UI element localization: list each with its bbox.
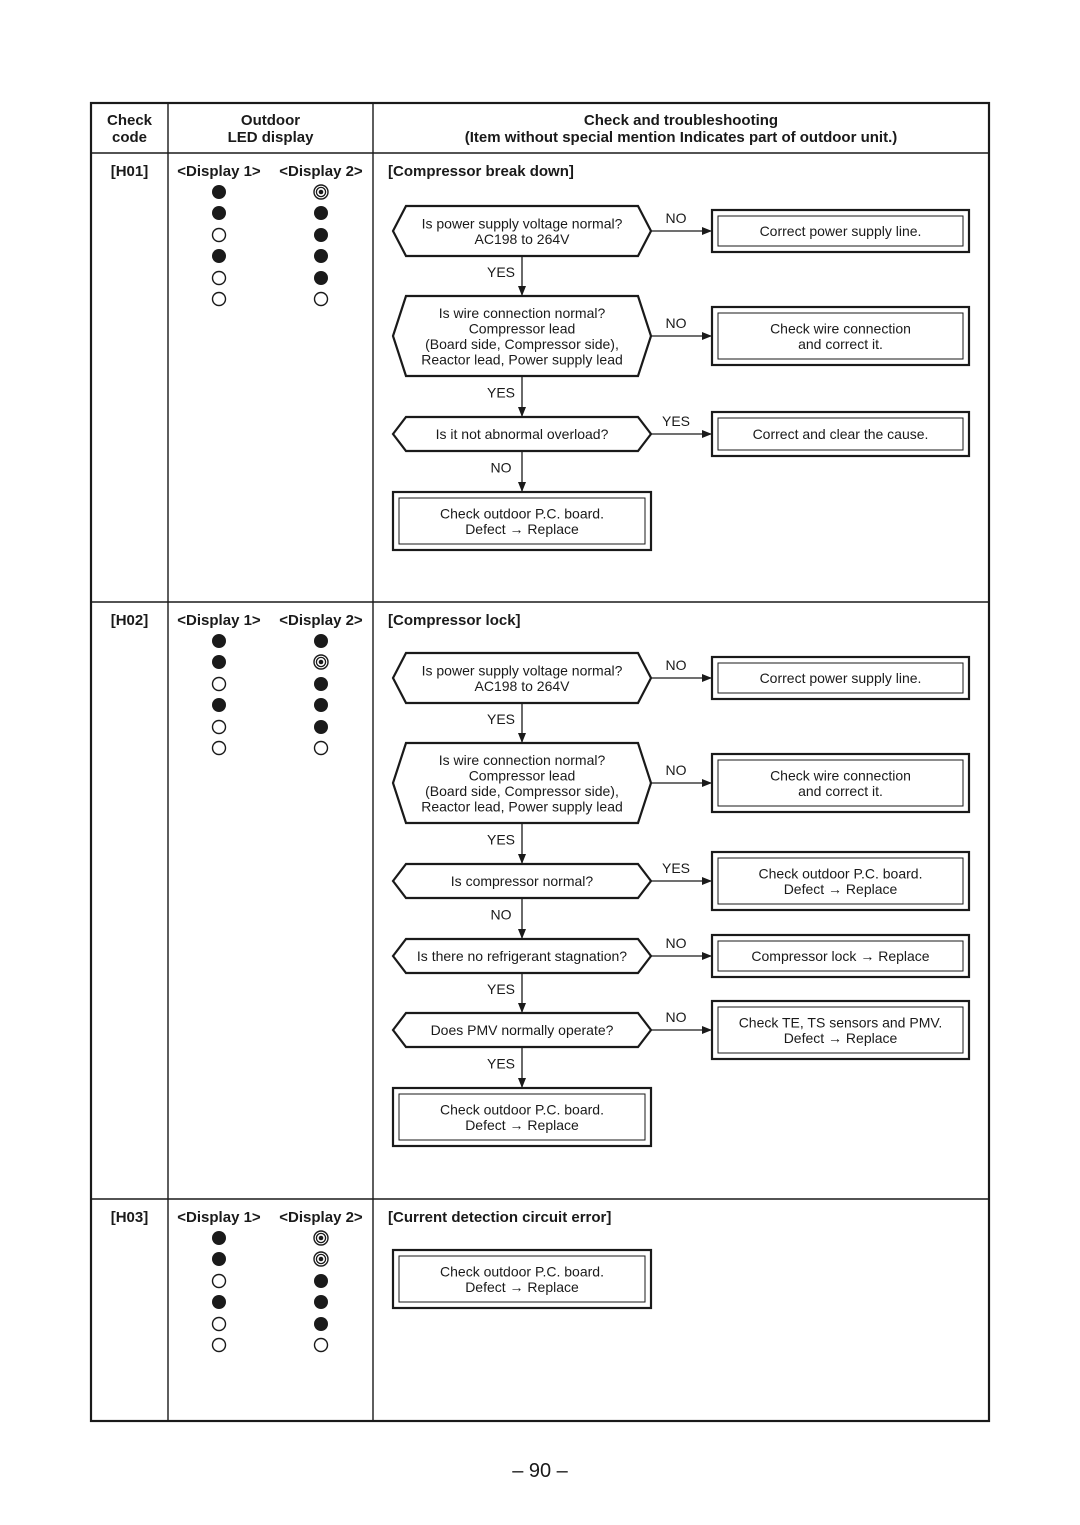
led-display-2-filled bbox=[314, 677, 328, 691]
led-display-1-filled bbox=[212, 634, 226, 648]
led-display-2-filled bbox=[314, 634, 328, 648]
led-display-2-filled bbox=[314, 698, 328, 712]
decision-box-text: Does PMV normally operate? bbox=[430, 1022, 614, 1038]
decision-box-text: AC198 to 264V bbox=[474, 230, 570, 247]
action-box-text: and correct it. bbox=[798, 782, 883, 799]
led-display-1-filled bbox=[212, 698, 226, 712]
led-display-1-filled bbox=[212, 249, 226, 263]
final-action-box-text: Check outdoor P.C. board. bbox=[440, 1263, 604, 1280]
flow-label: YES bbox=[486, 264, 516, 280]
check-code: [H02] bbox=[110, 612, 149, 629]
led-display-1-filled bbox=[212, 1295, 226, 1309]
led-display-1-empty bbox=[213, 272, 226, 285]
header-check-code: Check bbox=[106, 112, 153, 129]
decision-box-text: Is wire connection normal? bbox=[438, 751, 606, 768]
decision-box-text: Is there no refrigerant stagnation? bbox=[416, 948, 628, 964]
branch-label: NO bbox=[665, 1009, 687, 1025]
led-display-2-filled bbox=[314, 228, 328, 242]
decision-box-text: Is it not abnormal overload? bbox=[435, 426, 609, 442]
action-box-text: Check TE, TS sensors and PMV. bbox=[738, 1014, 943, 1031]
action-box-text: Compressor lock → Replace bbox=[751, 948, 930, 964]
header-troubleshooting: Check and troubleshooting bbox=[583, 112, 779, 129]
led-display-2-filled bbox=[314, 720, 328, 734]
decision-box-text: (Board side, Compressor side), bbox=[425, 335, 619, 352]
action-box-text: Check wire connection bbox=[770, 767, 911, 784]
action-box-text: Defect → Replace bbox=[783, 1029, 898, 1046]
led-display-1-empty bbox=[213, 229, 226, 242]
final-action-box-text: Defect → Replace bbox=[465, 1278, 579, 1295]
led-display-1-empty bbox=[213, 1275, 226, 1288]
action-box-text: Defect → Replace bbox=[783, 880, 898, 897]
flow-label: YES bbox=[486, 831, 516, 848]
branch-label: YES bbox=[661, 860, 691, 876]
led-display-2-target-core bbox=[319, 1236, 324, 1241]
display-2-label: <Display 2> bbox=[279, 612, 363, 629]
led-display-2-empty bbox=[315, 293, 328, 306]
led-display-1-filled bbox=[212, 1252, 226, 1266]
led-display-2-empty bbox=[315, 1339, 328, 1352]
check-code: [H03] bbox=[110, 1209, 149, 1226]
led-display-1-filled bbox=[212, 206, 226, 220]
led-display-2-empty bbox=[315, 742, 328, 755]
branch-label: NO bbox=[665, 210, 687, 226]
branch-label: NO bbox=[665, 315, 687, 331]
section-title: [Compressor lock] bbox=[388, 612, 521, 629]
flow-label: YES bbox=[486, 384, 516, 401]
led-display-2-target-core bbox=[319, 190, 324, 195]
final-action-box-text: Defect → Replace bbox=[465, 1116, 579, 1133]
action-box-text: Check outdoor P.C. board. bbox=[758, 865, 923, 882]
header-outdoor-led: LED display bbox=[227, 129, 314, 146]
decision-box-text: AC198 to 264V bbox=[474, 677, 570, 694]
action-box-text: Correct and clear the cause. bbox=[752, 426, 929, 442]
decision-box-text: (Board side, Compressor side), bbox=[425, 782, 619, 799]
branch-label: YES bbox=[661, 413, 691, 429]
led-display-1-filled bbox=[212, 1231, 226, 1245]
check-code: [H01] bbox=[110, 163, 149, 180]
led-display-2-filled bbox=[314, 249, 328, 263]
led-display-2-filled bbox=[314, 271, 328, 285]
led-display-1-empty bbox=[213, 1318, 226, 1331]
branch-label: NO bbox=[665, 657, 687, 673]
led-display-2-filled bbox=[314, 1317, 328, 1331]
decision-box-text: Compressor lead bbox=[468, 320, 576, 337]
action-box-text: Correct power supply line. bbox=[759, 670, 922, 686]
final-action-box-text: Check outdoor P.C. board. bbox=[440, 1101, 604, 1118]
decision-box-text: Compressor lead bbox=[468, 767, 576, 784]
decision-box-text: Is compressor normal? bbox=[450, 873, 594, 889]
section-title: [Current detection circuit error] bbox=[388, 1209, 612, 1226]
flow-label: NO bbox=[490, 459, 512, 476]
led-display-2-target-core bbox=[319, 1257, 324, 1262]
action-box-text: Correct power supply line. bbox=[759, 223, 922, 239]
led-display-2-filled bbox=[314, 1274, 328, 1288]
header-outdoor-led: Outdoor bbox=[240, 112, 301, 129]
section-title: [Compressor break down] bbox=[388, 163, 574, 180]
led-display-1-empty bbox=[213, 742, 226, 755]
final-action-box-text: Defect → Replace bbox=[465, 520, 579, 537]
display-2-label: <Display 2> bbox=[279, 1209, 363, 1226]
decision-box-text: Reactor lead, Power supply lead bbox=[421, 351, 623, 368]
led-display-1-empty bbox=[213, 678, 226, 691]
action-box-text: and correct it. bbox=[798, 335, 883, 352]
display-2-label: <Display 2> bbox=[279, 163, 363, 180]
decision-box-text: Is wire connection normal? bbox=[438, 304, 606, 321]
display-1-label: <Display 1> bbox=[177, 163, 261, 180]
page-number: – 90 – bbox=[512, 1460, 568, 1482]
led-display-1-empty bbox=[213, 721, 226, 734]
action-box-text: Check wire connection bbox=[770, 320, 911, 337]
led-display-2-target-core bbox=[319, 660, 324, 665]
led-display-1-filled bbox=[212, 185, 226, 199]
flow-label: NO bbox=[490, 906, 512, 923]
display-1-label: <Display 1> bbox=[177, 612, 261, 629]
final-action-box-text: Check outdoor P.C. board. bbox=[440, 505, 604, 522]
flow-label: YES bbox=[486, 981, 516, 997]
branch-label: NO bbox=[665, 935, 687, 951]
decision-box-text: Reactor lead, Power supply lead bbox=[421, 798, 623, 815]
decision-box-text: Is power supply voltage normal? bbox=[421, 215, 623, 232]
header-troubleshooting: (Item without special mention Indicates part of outdoor unit.) bbox=[464, 129, 898, 146]
led-display-2-filled bbox=[314, 1295, 328, 1309]
led-display-2-filled bbox=[314, 206, 328, 220]
flow-label: YES bbox=[486, 1055, 516, 1072]
branch-label: NO bbox=[665, 762, 687, 778]
header-check-code: code bbox=[111, 129, 148, 146]
decision-box-text: Is power supply voltage normal? bbox=[421, 662, 623, 679]
display-1-label: <Display 1> bbox=[177, 1209, 261, 1226]
led-display-1-filled bbox=[212, 655, 226, 669]
led-display-1-empty bbox=[213, 1339, 226, 1352]
flow-label: YES bbox=[486, 711, 516, 727]
led-display-1-empty bbox=[213, 293, 226, 306]
